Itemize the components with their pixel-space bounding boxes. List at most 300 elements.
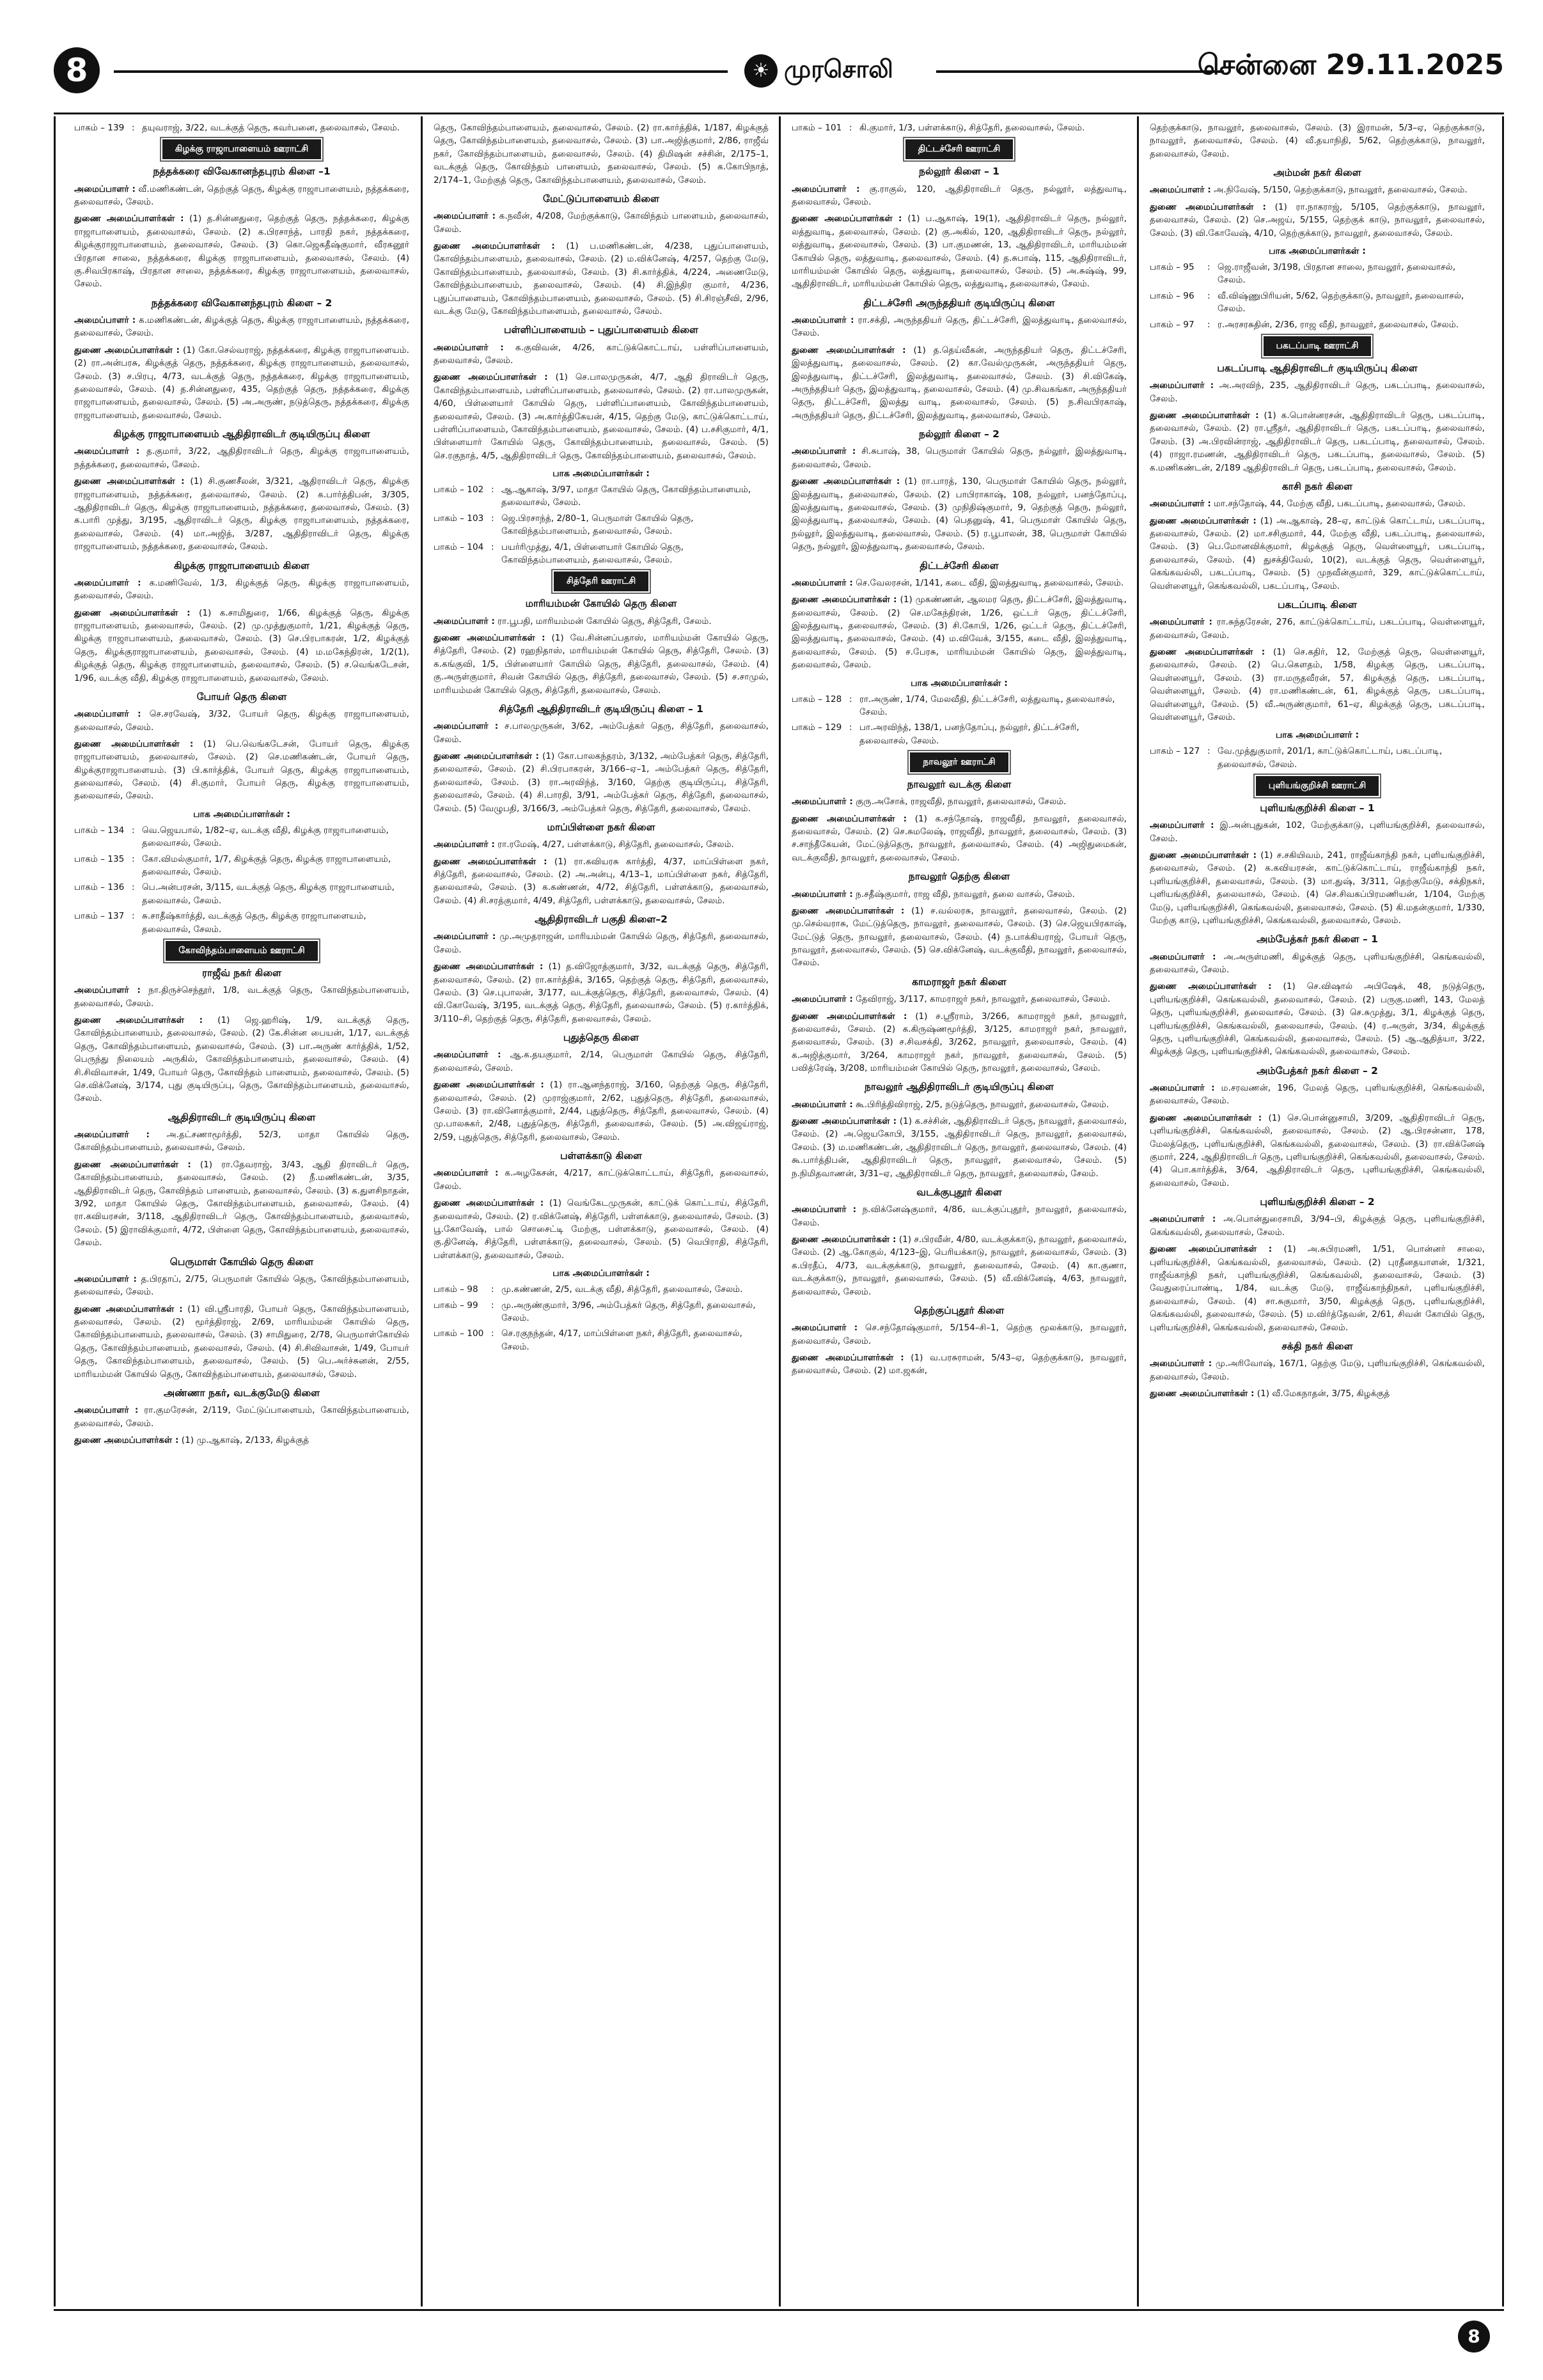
secretary-entry bbox=[434, 838, 769, 851]
secretary-label: அமைப்பாளர் : bbox=[792, 994, 853, 1005]
deputies-entry bbox=[1150, 1243, 1485, 1334]
branch-title: பகடப்பாடி ஆதிதிராவிடர் குடியிருப்பு கிளை bbox=[1217, 362, 1418, 374]
panchayat-banner bbox=[74, 139, 409, 159]
ward-entry bbox=[1150, 261, 1485, 287]
deputies-text: (1) ரா.பாரத், 130, பெருமாள் கோயில் தெரு, நல்லூர், இலத்துவாடி, தலைவாசல், சேலம். (2) பாபிராகாஷ், 108, நல்லூர், பனந்தோப்பு, இலத்துவாடி, தலைவாசல், சேலம். (3) முநிதிஷ்குமார், 9, தெற்குத் தெரு, நல்லூர், இலத்துவாடி, தலைவாசல், சேலம். (4) பெதனுஷ், 41, பெருமாள் கோயில் தெரு, நல்லூர், இலத்துவாடி, தலைவாசல், சேலம். (5) ர.பூபாலன், 38, பெருமாள் கோயில் தெரு, நல்லூர், இலத்துவாடி, தலைவாசல், சேலம். bbox=[792, 476, 1127, 552]
deputies-text: (1) வீ.மேகநாதன், 3/75, கிழக்குத் bbox=[1257, 1388, 1390, 1399]
branch-title: தெற்குப்புதூர் கிளை bbox=[914, 1305, 1005, 1317]
deputies-label: துணை அமைப்பாளர்கள் : bbox=[74, 738, 194, 749]
ward-separator: : bbox=[491, 513, 494, 524]
branch-section bbox=[792, 559, 1127, 672]
ward-organiser: பெ.அன்பரசன், 3/115, வடக்குத் தெரு, கிழக்கு ராஜாபாளையம், தலைவாசல், சேலம். bbox=[142, 882, 395, 906]
ward-organiser: சு.சாதீஷ்கார்த்தி, வடக்குத் தெரு, கிழக்கு ராஜாபாளையம், தலைவாசல், சேலம். bbox=[142, 911, 366, 935]
deputies-text: (1) செ.கதிர், 12, மேற்குத் தெரு, வெள்ளையூர், தலைவாசல், சேலம். (2) பெ.கௌதம், 1/58, கிழக்கு தெரு, பகடப்பாடி, வெள்ளையூர், சேலம். (3) ரா.மருதவீரன், 57, கிழக்குத் தெரு, பகடப்பாடி, வெள்ளையூர், சேலம். (4) ரா.மணிகண்டன், 61, கிழக்குத் தெரு, பகடப்பாடி, வெள்ளையூர், சேலம். (5) வீ.அருண்குமார், 61–ஏ, கிழக்குத் தெரு, பகடப்பாடி, வெள்ளையூர், சேலம். bbox=[1150, 646, 1485, 722]
secretary-text: த.பிரதாப், 2/75, பெருமாள் கோயில் தெரு, கோவிந்தம்பாளையம், தலைவாசல், சேலம். bbox=[74, 1273, 409, 1298]
deputies-entry bbox=[74, 1158, 409, 1250]
secretary-text: வீ.மணிகண்டன், தெற்குத் தெரு, கிழக்கு ராஜாபாளையம், நத்தக்கரை, தலைவாசல், சேலம். bbox=[74, 183, 409, 208]
deputies-text: (1) வ.பரசுராமன், 5/43–ஏ, தெற்குக்காடு, நாவலூர், தலைவாசல், சேலம். (2) மா.ஜகன், bbox=[792, 1353, 1127, 1376]
masthead bbox=[54, 42, 1504, 109]
column-rule bbox=[421, 116, 423, 2306]
branch-title: கிழக்கு ராஜாபாளையம் கிளை bbox=[173, 559, 310, 572]
ward-organisers-heading: பாக அமைப்பாளர் : bbox=[1275, 730, 1359, 741]
ward-separator: : bbox=[491, 1328, 494, 1339]
secretary-entry bbox=[1150, 616, 1485, 642]
deputies-entry bbox=[74, 475, 409, 553]
secretary-label: அமைப்பாளர் : bbox=[434, 1168, 499, 1179]
branch-title: அண்ணா நகர், வடக்குமேடு கிளை bbox=[163, 1387, 320, 1399]
deputies-text: (1) முகண்ணன், ஆலமர தெரு, திட்டச்சேரி, இலத்துவாடி, தலைவாசல், சேலம். (2) செ.மகேந்திரன், 1/26, ஒட்டர் தெரு, திட்டச்சேரி, இலத்துவாடி, தலைவாசல், சேலம். (3) சி.கோபி, 1/26, ஒட்டர் தெரு, திட்டச்சேரி, இலத்துவாடி, தலைவாசல், சேலம். (4) ம.விவேக், 3/155, கடை வீதி, இலத்துவாடி, தலைவாசல், சேலம். (5) ச.பேரசு, மாரியம்மன் கோயில் தெரு, இலத்துவாடி, தலைவாசல், சேலம். bbox=[792, 595, 1127, 671]
ward-organisers-heading: பாக அமைப்பாளர்கள் : bbox=[552, 469, 650, 479]
secretary-label: அமைப்பாளர் : bbox=[792, 577, 853, 588]
deputies-text: (1) ப.மணிகண்டன், 4/238, புதுப்பாளையம், கோவிந்தம்பாளையம், தலைவாசல், சேலம். (2) ம.விக்னேஷ், 4/257, தெற்கு மேடு, கோவிந்தம்பாளையம், தலைவாசல், சேலம். (3) சி.கார்த்திக், 4/224, அணைமேடு, கோவிந்தம்பாளையம், தலைவாசல், சேலம். (4) சி.இந்திர குமார், 4/236, புதுப்பாளையம், கோவிந்தம்பாளையம், தலைவாசல், சேலம். (5) சி.சிரஞ்சீவி, 2/96, வடக்கு மேடு, கோவிந்தம்பாளையம், தலைவாசல், சேலம். bbox=[434, 240, 769, 316]
secretary-text: ந.விக்னேஷ்குமார், 4/86, வடக்குப்புதூர், நாவலூர், தலைவாசல், சேலம். bbox=[792, 1204, 1127, 1228]
deputies-text: (1) க.பொன்னரசன், ஆதிதிராவிடர் தெரு, பகடப்பாடி, தலைவாசல், சேலம். (2) ரா.ஸ்ரீதர், ஆதிதிராவிடர் தெரு, பகடப்பாடி, தலைவாசல், சேலம். (3) அ.பிரவின்ராஜ், ஆதிதிராவிடர் தெரு, பகடப்பாடி, தலைவாசல், சேலம். (4) ராஜா.ரமணன், ஆதிதிராவிடர் தெரு, பகடப்பாடி, தலைவாசல், சேலம். (5) க.மணிகண்டன், 2/189 ஆதிதிராவிடர் தெரு, பகடப்பாடி, தலைவாசல், சேலம். bbox=[1150, 410, 1485, 473]
column-1 bbox=[74, 121, 409, 2301]
branch-title: வடக்குபுதூர் கிளை bbox=[916, 1186, 1002, 1199]
deputies-text: (1) த.விஜோத்குமார், 3/32, வடக்குத் தெரு, சித்தேரி, தலைவாசல், சேலம். (2) ரா.கார்த்திக், 3/165, தெற்குத் தெரு, சித்தேரி, தலைவாசல், சேலம். (3) செ.புபாலன், 3/177, வடக்குத்தெரு, சித்தேரி, தலைவாசல், சேலம். (4) வி.கோவேஷ், 3/195, வடக்குத் தெரு, சித்தேரி, தலைவாசல், சேலம். (5) ர.கார்த்திக், 3/110–சி, தெற்குத் தெரு, சித்தேரி, தலைவாசல், சேலம். bbox=[434, 961, 769, 1024]
deputies-label: துணை அமைப்பாளர்கள் : bbox=[1150, 201, 1266, 212]
column-3 bbox=[792, 121, 1127, 2301]
ward-separator: : bbox=[132, 911, 135, 922]
deputies-entry bbox=[792, 1115, 1127, 1180]
secretary-label: அமைப்பாளர் : bbox=[1150, 380, 1214, 391]
secretary-text: மா.சந்தோஷ், 44, மேற்கு வீதி, பகடப்பாடி, தலைவாசல், சேலம். bbox=[1214, 499, 1466, 509]
secretary-entry bbox=[74, 1273, 409, 1299]
secretary-entry bbox=[434, 615, 769, 628]
ward-entry bbox=[1150, 290, 1485, 316]
deputies-label: துணை அமைப்பாளர்கள் : bbox=[1150, 515, 1257, 526]
deputies-label: துணை அமைப்பாளர்கள் : bbox=[434, 372, 548, 383]
secretary-entry bbox=[434, 341, 769, 368]
ward-organiser: கோ.விமல்குமார், 1/7, கிழக்குத் தெரு, கிழக்கு ராஜாபாளையம், தலைவாசல், சேலம். bbox=[142, 853, 391, 878]
ward-entry bbox=[74, 824, 409, 850]
branch-title: புளியங்குறிச்சி கிளை – 1 bbox=[1260, 802, 1375, 814]
branch-section bbox=[792, 869, 1127, 970]
ward-entry bbox=[434, 1327, 769, 1353]
ward-separator: : bbox=[849, 694, 852, 704]
ward-organiser: வெ.ஜெயபால், 1/82–ஏ, வடக்கு வீதி, கிழக்கு ராஜாபாளையம், தலைவாசல், சேலம். bbox=[142, 825, 389, 849]
deputies-text: (1) பெ.வெங்கடேசன், போயர் தெரு, கிழக்கு ராஜாபாளையம், தலைவாசல், சேலம். (2) செ.மணிகண்டன், போயர் தெரு, கிழக்குராஜாபாளையம். (3) பி.கார்த்திக், போயர் தெரு, கிழக்கு ராஜாபாளையம், தலைவாசல், சேலம். (4) சி.குமார், போயர் தெரு, கிழக்கு ராஜாபாளையம், தலைவாசல், சேலம். bbox=[74, 738, 409, 802]
secretary-label: அமைப்பாளர் : bbox=[434, 1050, 501, 1061]
ward-number: பாகம் – 99 bbox=[434, 1300, 478, 1311]
deputies-text: (1) ஜெ.ஹரிஷ், 1/9, வடக்குத் தெரு, கோவிந்தம்பாளையம், தலைவாசல், சேலம். (2) கே.சின்ன பையன், 1/17, வடக்குத் தெரு, கோவிந்தம்பாளையம், தலைவாசல், சேலம். (3) பா.அருண் கார்த்திக், 1/52, பெருந்து நிலையம் அருகில், கோவிந்தம்பாளையம், தலைவாசல், சேலம். (4) சி.சிவிவாசன், 1/49, போயர் தெரு, கோவிந்தம் பாளையம், தலைவாசல், சேலம். (5) செ.விக்னேஷ், 3/174, புது குடியிருப்பு, தெரு, கோவிந்தம்பாளையம், தலைவாசல், சேலம். bbox=[74, 1015, 409, 1104]
branch-title: பெருமாள் கோயில் தெரு கிளை bbox=[169, 1256, 314, 1268]
secretary-text: அ.தட்சணாமூர்த்தி, 52/3, மாதா கோயில் தெரு, கோவிந்தம்பாளையம், தலைவாசல், சேலம். bbox=[74, 1130, 409, 1153]
deputies-text: (1) ச.பிரவீன், 4/80, வடக்குக்காடு, நாவலூர், தலைவாசல், சேலம். (2) ஆ.கோகுல், 4/123–இ, பெரியக்காடு, நாவலூர், தலைவாசல், சேலம். (3) க.பிரதீப், 4/73, வடக்குக்காடு, நாவலூர், தலைவாசல், சேலம். (4) கா.குணா, வடக்குக்காடு, நாவலூர், தலைவாசல், சேலம். (5) வீ.விக்னேஷ், 4/63, நாவலூர், தலைவாசல், சேலம். bbox=[792, 1234, 1127, 1297]
deputies-entry bbox=[1150, 980, 1485, 1058]
branch-section bbox=[434, 1149, 769, 1262]
branch-section bbox=[434, 912, 769, 1025]
branch-title: நாவலூர் ஆதிதிராவிடர் குடியிருப்பு கிளை bbox=[864, 1081, 1054, 1093]
ward-separator: : bbox=[132, 825, 135, 836]
secretary-entry bbox=[792, 314, 1127, 340]
secretary-text: அ.அருள்மணி, கிழக்குத் தெரு, புளியங்குறிச்சி, கெங்கவல்லி, தலைவாசல், சேலம். bbox=[1150, 951, 1485, 976]
deputies-text: (1) த.சின்னதுரை, தெற்குத் தெரு, நத்தக்கரை, கிழக்கு ராஜாபாளையம், தலைவாசல், சேலம். (2) க.பிரசாந்த், பாரதி நகர், நத்தக்கரை, கிழக்குராஜாபாளையம், தலைவாசல், சேலம். (3) கொ.ஜெகதீஷ்குமார், வீரகனூர் பிரதான சாலை, நத்தக்கரை, கிழக்கு ராஜாபாளையம், தலைவாசல், சேலம். (4) கு.சிவபிரகாஷ், பிரதான சாலை, நத்தக்கரை, கிழக்கு ராஜாபாளையம், தலைவாசல், சேலம். bbox=[74, 214, 409, 290]
branch-title: ஆதிதிராவிடர் பகுதி கிளை–2 bbox=[535, 914, 668, 926]
ward-organiser: வே.முத்துகுமார், 201/1, காட்டுக்கொட்டாய், பகடப்பாடி, தலைவாசல், சேலம். bbox=[1218, 746, 1443, 770]
secretary-entry bbox=[792, 993, 1127, 1006]
ward-separator: : bbox=[491, 541, 494, 552]
deputies-entry bbox=[74, 1014, 409, 1105]
deputies-label: துணை அமைப்பாளர்கள் : bbox=[434, 240, 555, 251]
deputies-entry bbox=[434, 240, 769, 318]
ward-number: பாகம் – 129 bbox=[792, 722, 842, 733]
branch-title: புளியங்குறிச்சி கிளை – 2 bbox=[1260, 1196, 1375, 1208]
secretary-entry bbox=[792, 1321, 1127, 1348]
secretary-label: அமைப்பாளர் : bbox=[74, 1130, 150, 1140]
secretary-entry bbox=[792, 795, 1127, 808]
panchayat-banner-label: பகடப்பாடி ஊராட்சி bbox=[1264, 336, 1372, 356]
panchayat-banner-label: புளியங்குறிச்சி ஊராட்சி bbox=[1256, 776, 1379, 796]
secretary-entry bbox=[74, 445, 409, 471]
secretary-entry bbox=[792, 183, 1127, 209]
ward-entry bbox=[792, 721, 1127, 747]
secretary-text: ரா.பூபதி, மாரியம்மன் கோயில் தெரு, சித்தேரி, சேலம். bbox=[497, 616, 712, 626]
branch-section bbox=[74, 1255, 409, 1381]
deputies-label: துணை அமைப்பாளர்கள் : bbox=[1150, 1112, 1262, 1123]
secretary-label: அமைப்பாளர் : bbox=[792, 1204, 857, 1215]
deputies-text: (1) க.சாமிதுரை, 1/66, கிழக்குத் தெரு, கிழக்கு ராஜாபாளையம், தலைவாசல், சேலம். (2) மு.முத்துகுமார், 1/21, கிழக்குத் தெரு, கிழக்கு ராஜாபாளையம், தலைவாசல், சேலம். (3) செ.பிரபாகரன், 1/2, கிழக்குத் தெரு, கிழக்குராஜாபாளையம், தலைவாசல், சேலம். (4) ம.மகேந்திரன், 1/2(1), கிழக்குத் தெரு, கிழக்கு ராஜாபாளையம், தலைவாசல், சேலம். (5) ச.வெங்கடேசன், 1/96, வடக்கு வீதி, கிழக்கு ராஜாபாளையம், தலைவாசல், சேலம். bbox=[74, 607, 409, 683]
branch-section bbox=[74, 690, 409, 803]
frame-top-rule bbox=[54, 113, 1504, 114]
secretary-entry bbox=[74, 984, 409, 1010]
deputies-label: துணை அமைப்பாளர்கள் : bbox=[74, 1435, 179, 1445]
ward-entry bbox=[74, 910, 409, 936]
branch-title: அம்மன் நகர் கிளை bbox=[1273, 167, 1361, 179]
secretary-label: அமைப்பாளர் : bbox=[1150, 1358, 1212, 1369]
secretary-text: க.குவிவன், 4/26, காட்டுக்கொட்டாய், பள்ளிப்பாளையம், தலைவாசல், சேலம். bbox=[434, 342, 769, 366]
panchayat-banner-label: சித்தேரி ஊராட்சி bbox=[554, 572, 648, 591]
ward-number: பாகம் – 136 bbox=[74, 882, 125, 893]
branch-title: திட்டச்சேரி அருந்ததியர் குடியிருப்பு கிளை bbox=[863, 297, 1055, 309]
column-rule bbox=[54, 116, 56, 2306]
ward-separator: : bbox=[1207, 746, 1210, 757]
deputies-label: துணை அமைப்பாளர்கள் : bbox=[434, 751, 539, 762]
deputies-text: (1) அ.சுபிரமணி, 1/51, பொன்னர் சாலை, புளியங்குறிச்சி, கெங்கவல்லி, தலைவாசல், சேலம். (2) புரதீனதயாளன், 1/321, ராஜீவ்காந்தி நகர், புளியங்குறிச்சி, கெங்கவல்லி, தலைவாசல், சேலம். (3) வேதுரைப்பாண்டி, 1/84, வடக்கு மேடு, ராஜீவ்காந்திநகர், புளியங்குறிச்சி, தலைவாசல், சேலம். (4) சா.சுகுமார், 3/50, கிழக்குத் தெரு, புளியங்குறிச்சி, கெங்கவல்லி, தலைவாசல், சேலம். (5) ம.விர்த்தேவன், 2/61, சிவன் கோயில் தெரு, புளியங்குறிச்சி, கெங்கவல்லி, தலைவாசல், சேலம். bbox=[1150, 1244, 1485, 1333]
branch-section bbox=[792, 777, 1127, 864]
deputies-entry bbox=[1150, 646, 1485, 724]
deputies-text: (1) வி.ஸ்ரீபாரதி, போயர் தெரு, கோவிந்தம்பாளையம், தலைவாசல், சேலம். (2) மூர்த்திராஜ், 2/69, மாரியம்மன் கோயில் தெரு, கோவிந்தம்பாளையம், தலைவாசல், சேலம். (3) சாமிதுரை, 2/78, பெருமாள்கோயில் தெரு, கோவிந்தம்பாளையம், தலைவாசல், சேலம். (4) சி.சிவிவாசன், 1/49, போயர் தெரு, கோவிந்தம்பாளையம், தலைவாசல், சேலம். (5) பெ.அர்ச்சுனன், 2/55, மாரியம்மன் கோயில் தெரு, கோவிந்தம்பாளையம், தலைவாசல், சேலம். bbox=[74, 1303, 409, 1380]
deputies-label: துணை அமைப்பாளர்கள் : bbox=[434, 633, 545, 644]
deputies-label: துணை அமைப்பாளர்கள் : bbox=[74, 1159, 191, 1170]
ward-organiser: ஜெ.பிரசாந்த், 2/80–1, பெருமாள் கோயில் தெரு, கோவிந்தம்பாளையம், தலைவாசல், சேலம். bbox=[501, 513, 694, 537]
secretary-label: அமைப்பாளர் : bbox=[74, 985, 141, 996]
ward-organisers-heading: பாக அமைப்பாளர்கள் : bbox=[552, 1268, 650, 1279]
branch-title: பள்ளக்காடு கிளை bbox=[560, 1150, 643, 1162]
branch-title: நாவலூர் வடக்கு கிளை bbox=[907, 779, 1012, 791]
deputies-text: (1) ரா.நாகராஜ், 5/105, தெற்குக்காடு, நாவலூர், தலைவாசல், சேலம். (2) செ.அஜய், 5/155, தெற்குக் காடு, நாவலூர், தலைவாசல், சேலம். (3) வி.கோவேஷ், 4/10, தெற்குக்காடு, நாவலூர், தலைவாசல், சேலம். bbox=[1150, 201, 1485, 238]
deputies-entry bbox=[1150, 1387, 1485, 1400]
secretary-label: அமைப்பாளர் : bbox=[434, 839, 495, 850]
ward-number: பாகம் – 96 bbox=[1150, 290, 1194, 301]
ward-number: பாகம் – 101 bbox=[792, 123, 842, 133]
deputies-label: துணை அமைப்பாளர்கள் : bbox=[1150, 646, 1265, 657]
branch-title: மாரியம்மன் கோயில் தெரு கிளை bbox=[525, 598, 677, 610]
column-2 bbox=[434, 121, 769, 2301]
secretary-text: ரா.சுந்தரேசன், 276, காட்டுக்கொட்டாய், பகடப்பாடி, வெள்ளையூர், தலைவாசல், சேலம். bbox=[1150, 617, 1485, 641]
branch-title: அம்பேத்கர் நகர் கிளை – 2 bbox=[1257, 1064, 1378, 1077]
secretary-text: ச.பாலமுருகன், 3/62, அம்பேத்கர் தெரு, சித்தேரி, தலைவாசல், சேலம். bbox=[434, 721, 769, 745]
deputies-label: துணை அமைப்பாளர்கள் : bbox=[74, 1303, 183, 1314]
ward-separator: : bbox=[491, 1284, 494, 1295]
panchayat-banner bbox=[74, 941, 409, 961]
ward-organiser: பா.அரவிந்த், 138/1, பனந்தோப்பு, நல்லூர், திட்டச்சேரி, தலைவாசல், சேலம். bbox=[859, 722, 1079, 746]
deputies-label: துணை அமைப்பாளர்கள் : bbox=[792, 813, 907, 824]
branch-title: மேட்டுப்பாளையம் கிளை bbox=[543, 192, 659, 205]
ward-organiser: வீ.விஷ்ணுபிரியன், 5/62, தெற்குக்காடு, நாவலூர், தலைவாசல், சேலம். bbox=[1218, 290, 1464, 315]
paper-name: முரசொலி bbox=[784, 55, 893, 83]
ward-entry bbox=[434, 483, 769, 509]
secretary-label: அமைப்பாளர் : bbox=[434, 342, 504, 353]
ward-number: பாகம் – 135 bbox=[74, 853, 125, 864]
ward-organiser: தயுவராஜ், 3/22, வடக்குத் தெரு, கவர்பனை, தலைவாசல், சேலம். bbox=[142, 123, 400, 133]
secretary-entry bbox=[1150, 1213, 1485, 1239]
branch-section bbox=[434, 596, 769, 697]
ward-separator: : bbox=[849, 123, 852, 133]
secretary-entry bbox=[1150, 183, 1485, 196]
panchayat-banner-label: நாவலூர் ஊராட்சி bbox=[910, 752, 1008, 772]
ward-organiser: மு.அருண்குமார், 3/96, அம்பேத்கர் தெரு, சித்தேரி, தலைவாசல், சேலம். bbox=[501, 1300, 756, 1323]
secretary-label: அமைப்பாளர் : bbox=[792, 315, 854, 326]
secretary-label: அமைப்பாளர் : bbox=[1150, 617, 1212, 628]
secretary-text: கு.ராகுல், 120, ஆதிதிராவிடர் தெரு, நல்லூர், லத்துவாடி, தலைவாசல், சேலம். bbox=[792, 183, 1127, 208]
secretary-label: அமைப்பாளர் : bbox=[434, 931, 496, 942]
deputies-text: (1) வே.சின்னப்பதாஸ், மாரியம்மன் கோயில் தெரு, சித்தேரி, சேலம். (2) ரஹநிதாஸ், மாரியம்மன் கோயில் தெரு, சித்தேரி, சேலம். (3) க.கங்குவி, 1/5, பிள்ளையார் கோயில் தெரு, சித்தேரி, தலைவாசல், சேலம். (4) கு.அருள்குமார், சிவன் கோயில் தெரு, சித்தேரி, தலைவாசல், சேலம். (5) ச.சாமுல், மாரியம்மன் கோயில் தெரு, சித்தேரி, தலைவாசல், சேலம். bbox=[434, 633, 769, 696]
panchayat-banner bbox=[434, 572, 769, 591]
deputies-entry bbox=[74, 1434, 409, 1447]
secretary-label: அமைப்பாளர் : bbox=[792, 889, 853, 899]
deputies-label: துணை அமைப்பாளர்கள் : bbox=[792, 595, 897, 605]
ward-separator: : bbox=[849, 722, 852, 733]
deputies-label: துணை அமைப்பாளர்கள் : bbox=[792, 1353, 904, 1364]
deputies-text: (1) செ.பொன்னுசாமி, 3/209, ஆதிதிராவிடர் தெரு, புளியங்குறிச்சி, கெங்கவல்லி, தலைவாசல், சேலம். (2) ஆ.பிரசன்னா, 178, மேலத்தெரு, புளியங்குறிச்சி, கெங்கவல்லி, தலைவாசல், சேலம். (3) ரா.விக்னேஷ் குமார், 224, ஆதிதிராவிடர் தெரு, புளியங்குறிச்சி, கெங்கவல்லி, தலைவாசல், சேலம். (4) பொ.கார்த்திக், 3/64, ஆதிதிராவிடர் தெரு, புளியங்குறிச்சி, கெங்கவல்லி, தலைவாசல், சேலம். bbox=[1150, 1112, 1485, 1188]
secretary-text: இ.அன்புதுகன், 102, மேற்குக்காடு, புளியங்குறிச்சி, தலைவாசல், சேலம். bbox=[1150, 820, 1485, 844]
branch-section bbox=[1150, 801, 1485, 927]
deputies-entry bbox=[74, 1303, 409, 1381]
branch-section bbox=[792, 975, 1127, 1075]
rising-sun-logo-icon: ☀ bbox=[744, 54, 778, 88]
deputies-label: துணை அமைப்பாளர்கள் : bbox=[74, 476, 185, 487]
ward-organiser: கி.குமார், 1/3, பள்ளக்காடு, சித்தேரி, தலைவாசல், சேலம். bbox=[859, 123, 1085, 133]
deputies-entry bbox=[792, 1010, 1127, 1075]
branch-section bbox=[434, 820, 769, 907]
deputies-entry bbox=[792, 593, 1127, 671]
deputies-entry bbox=[434, 1078, 769, 1144]
branch-section bbox=[1150, 166, 1485, 240]
branch-title: நத்தக்கரை விவேகானந்தபுரம் கிளை – 2 bbox=[151, 297, 333, 309]
branch-section bbox=[74, 1386, 409, 1447]
deputies-label: துணை அமைப்பாளர்கள் : bbox=[1150, 1388, 1255, 1399]
deputies-label: துணை அமைப்பாளர்கள் : bbox=[792, 1011, 907, 1022]
deputies-label: துணை அமைப்பாளர்கள் : bbox=[74, 345, 180, 355]
secretary-label: அமைப்பாளர் : bbox=[792, 1099, 853, 1110]
ward-number: பாகம் – 127 bbox=[1150, 746, 1200, 757]
secretary-entry bbox=[792, 445, 1127, 471]
branch-title: காமராஜர் நகர் கிளை bbox=[912, 976, 1006, 988]
secretary-text: கூ.பிரித்திவிராஜ், 2/5, நடுத்தெரு, நாவலூர், தலைவாசல், சேலம். bbox=[856, 1099, 1109, 1110]
secretary-label: அமைப்பாளர் : bbox=[1150, 1083, 1215, 1094]
secretary-entry bbox=[1150, 951, 1485, 977]
deputies-text: (1) ரா.தேவராஜ், 3/43, ஆதி திராவிடர் தெரு, கோவிந்தம்பாளையம், தலைவாசல், சேலம். (2) நீ.மணிகண்டன், 3/35, ஆதிதிராவிடர் தெரு, கோவிந்தம் பாளையம், தலைவாசல், சேலம். (3) க.துளசிநாதன், 3/92, மாதா கோயில் தெரு, கோவிந்தம்பாளையம், தலைவாசல், சேலம். (4) ரா.கவியரசன், 3/118, ஆதிதிராவிடர் தெரு, கோவிந்தம்பாளையம், தலைவாசல், சேலம். (5) இராவிக்குமார், 4/72, பிள்ளை தெரு, கோவிந்தம்பாளையம், தலைவாசல், சேலம். bbox=[74, 1159, 409, 1248]
deputies-label: துணை அமைப்பாளர்கள் : bbox=[792, 476, 900, 487]
branch-title: நாவலூர் தெற்கு கிளை bbox=[908, 871, 1010, 883]
branch-section bbox=[1150, 1339, 1485, 1400]
page-number-badge: 8 bbox=[54, 47, 100, 93]
ward-number: பாகம் – 134 bbox=[74, 825, 125, 836]
panchayat-banner bbox=[792, 139, 1127, 159]
ward-number: பாகம் – 97 bbox=[1150, 319, 1194, 330]
panchayat-banner-label: கிழக்கு ராஜாபாளையம் ஊராட்சி bbox=[162, 139, 322, 159]
ward-number: பாகம் – 128 bbox=[792, 694, 842, 704]
branch-title: அம்பேத்கர் நகர் கிளை – 1 bbox=[1257, 933, 1378, 945]
secretary-label: அமைப்பாளர் : bbox=[1150, 499, 1211, 509]
secretary-text: செ.சரவேஷ், 3/32, போயர் தெரு, கிழக்கு ராஜாபாளையம், தலைவாசல், சேலம். bbox=[74, 709, 409, 733]
branch-title: நல்லூர் கிளை – 2 bbox=[919, 428, 999, 440]
branch-section bbox=[1150, 1195, 1485, 1334]
branch-section bbox=[74, 296, 409, 422]
secretary-text: அ.நிவேஷ், 5/150, தெற்குக்காடு, நாவலூர், தலைவாசல், சேலம். bbox=[1214, 185, 1468, 196]
panchayat-banner-label: திட்டச்சேரி ஊராட்சி bbox=[905, 139, 1013, 159]
branch-section bbox=[74, 164, 409, 290]
deputies-label: துணை அமைப்பாளர்கள் : bbox=[74, 607, 191, 618]
ward-separator: : bbox=[132, 882, 135, 893]
branch-title: புதுத்தெரு கிளை bbox=[563, 1032, 639, 1044]
deputies-entry bbox=[434, 750, 769, 815]
deputies-label: துணை அமைப்பாளர்கள் : bbox=[1150, 850, 1257, 861]
secretary-label: அமைப்பாளர் : bbox=[434, 616, 495, 626]
secretary-entry bbox=[434, 1167, 769, 1193]
secretary-text: க.நவீன், 4/208, மேற்குக்காடு, கோவிந்தம் பாளையம், தலைவாசல், சேலம். bbox=[434, 211, 769, 235]
ward-organiser: ர.அரசரசுதின், 2/36, ராஜ வீதி, நாவலூர், தலைவாசல், சேலம். bbox=[1218, 319, 1459, 330]
edition-date: சென்னை 29.11.2025 bbox=[1197, 49, 1504, 81]
secretary-text: தேவிராஜ், 3/117, காமராஜர் நகர், நாவலூர், தலைவாசல், சேலம். bbox=[856, 994, 1111, 1005]
panchayat-banner bbox=[1150, 336, 1485, 356]
branch-title: நல்லூர் கிளை – 1 bbox=[919, 166, 999, 178]
secretary-text: ரா.குமரேசன், 2/119, மேட்டுப்பாளையம், கோவிந்தம்பாளையம், தலைவாசல், சேலம். bbox=[74, 1405, 409, 1429]
deputies-text: (1) செ.விஷால் அபிஷேக், 48, நடுத்தெரு, புளியங்குறிச்சி, கெங்கவல்லி, தலைவாசல், சேலம். (2) பருகு.மணி, 143, மேலத் தெரு, புளியங்குறிச்சி, தலைவாசல், சேலம். (3) செ.சுமுத்து, 3/1, கிழக்குத் தெரு, புளியங்குறிச்சி, கெங்கவல்லி, தலைவாசல், சேலம். (4) ர.அருள், 3/34, கிழக்குத் தெரு, புளியங்குறிச்சி, கெங்கவல்லி, தலைவாசல், சேலம். (5) ஆ.ஆதித்யா, 3/22, கிழக்குத் தெரு, புளியங்குறிச்சி, கெங்கவல்லி, தலைவாசல், சேலம். bbox=[1150, 981, 1485, 1057]
branch-section bbox=[74, 966, 409, 1105]
secretary-entry bbox=[792, 577, 1127, 589]
deputies-entry bbox=[74, 212, 409, 290]
continued-paragraph: தெரு, கோவிந்தம்பாளையம், தலைவாசல், சேலம். (2) ரா.கார்த்திக், 1/187, கிழக்குத் தெரு, கோவிந்தம்பாளையம், தலைவாசல், சேலம். (3) பா.அஜித்குமார், 2/86, ராஜீவ் நகர், கோவிந்தம்பாளையம், தலைவாசல், சேலம். (4) திமிஷன் சச்சின், 2/175–1, வடக்குத் தெரு, கோவிந்தம் பாளையம், தலைவாசல், சேலம். (5) க.கோபிநாத், 2/174–1, மேற்குத் தெரு, கோவிந்தம்பாளையம், தலைவாசல், சேலம். bbox=[434, 123, 769, 185]
ward-organiser: ஆ.ஆகாஷ், 3/97, மாதா கோயில் தெரு, கோவிந்தம்பாளையம், தலைவாசல், சேலம். bbox=[501, 485, 751, 508]
ward-organiser: ரா.அருண், 1/74, மேலவீதி, திட்டச்சேரி, லத்துவாடி, தலைவாசல், சேலம். bbox=[859, 694, 1115, 717]
deputies-entry bbox=[1150, 515, 1485, 593]
secretary-text: ரா.சக்தி, அருந்ததியர் தெரு, திட்டச்சேரி, இலத்துவாடி, தலைவாசல், சேலம். bbox=[792, 315, 1127, 339]
deputies-label: துணை அமைப்பாளர்கள் : bbox=[792, 905, 905, 916]
branch-title: ராஜீவ் நகர் கிளை bbox=[202, 967, 281, 979]
branch-section bbox=[1150, 932, 1485, 1058]
secretary-text: செ.சந்தோஷ்குமார், 5/154–சி–1, தெற்கு மூலக்காடு, நாவலூர், தலைவாசல், சேலம். bbox=[792, 1323, 1127, 1346]
deputies-text: (1) வெங்கேடமுருகன், காட்டுக் கொட்டாய், சித்தேரி, தலைவாசல், சேலம். (2) ர.விக்னேஷ், சித்தேரி, பள்ளக்காடு, தலைவாசல், சேலம். (3) பூ.கோவேஷ், பால் சொசைட்டி மேற்கு, பள்ளக்காடு, தலைவாசல், சேலம். (4) கு.தினேஷ், சித்தேரி, பள்ளக்காடு, தலைவாசல், சேலம். (5) வெபிராதி, சித்தேரி, பள்ளக்காடு, தலைவாசல், சேலம். bbox=[434, 1198, 769, 1261]
secretary-text: க.அழகேசன், 4/217, காட்டுக்கொட்டாய், சித்தேரி, தலைவாசல், சேலம். bbox=[434, 1168, 769, 1192]
deputies-label: துணை அமைப்பாளர்கள் : bbox=[74, 1015, 203, 1026]
deputies-entry bbox=[1150, 201, 1485, 240]
ward-organiser: ஜெ.ராஜீவன், 3/198, பிரதான சாலை, நாவலூர், தலைவாசல், சேலம். bbox=[1218, 261, 1456, 286]
secretary-text: நா.திருச்செந்தூர், 1/8, வடக்குத் தெரு, கோவிந்தம்பாளையம், தலைவாசல், சேலம். bbox=[74, 985, 409, 1009]
secretary-entry bbox=[74, 577, 409, 603]
deputies-entry bbox=[434, 632, 769, 697]
deputies-entry bbox=[74, 738, 409, 803]
ward-entry bbox=[74, 881, 409, 907]
branch-title: ஆதிதிராவிடர் குடியிருப்பு கிளை bbox=[168, 1111, 316, 1123]
deputies-entry bbox=[434, 1197, 769, 1262]
branch-section bbox=[1150, 479, 1485, 593]
branch-section bbox=[792, 164, 1127, 290]
branch-title: திட்டச்சேரி கிளை bbox=[920, 559, 999, 572]
secretary-entry bbox=[434, 720, 769, 746]
ward-number: பாகம் – 98 bbox=[434, 1284, 478, 1295]
deputies-text: (1) மு.ஆகாஷ், 2/133, கிழக்குத் bbox=[181, 1435, 309, 1445]
ward-separator: : bbox=[132, 853, 135, 864]
secretary-entry bbox=[74, 1404, 409, 1430]
secretary-entry bbox=[74, 314, 409, 340]
ward-entry bbox=[74, 853, 409, 879]
branch-section bbox=[434, 323, 769, 462]
secretary-label: அமைப்பாளர் : bbox=[74, 446, 140, 457]
secretary-label: அமைப்பாளர் : bbox=[434, 211, 496, 222]
ward-organiser: செ.ரகுநந்தன், 4/17, மாப்பிள்ளை நகர், சித்தேரி, தலைவாசல், சேலம். bbox=[501, 1328, 742, 1352]
ward-number: பாகம் – 102 bbox=[434, 485, 484, 495]
secretary-text: க.மணிகண்டன், கிழக்குத் தெரு, கிழக்கு ராஜாபாளையம், நத்தக்கரை, தலைவாசல், சேலம். bbox=[74, 315, 409, 339]
ward-separator: : bbox=[1207, 290, 1210, 301]
ward-number: பாகம் – 104 bbox=[434, 541, 484, 552]
deputies-label: துணை அமைப்பாளர்கள் : bbox=[434, 1198, 544, 1209]
secretary-entry bbox=[1150, 819, 1485, 845]
deputies-label: துணை அமைப்பாளர்கள் : bbox=[792, 1234, 897, 1245]
deputies-text: (1) ச.சகியிவம், 241, ராஜீவ்காந்தி நகர், புளியங்குறிச்சி, தலைவாசல், சேலம். (2) க.கவியரசன், காட்டுக்கொட்டாய், ராஜீவ்காந்தி நகர், புளியங்குறிச்சி, தலைவாசல், சேலம். (3) மா.துஷ், 3/311, தெற்குமேடு, சக்திநகர், புளியங்குறிச்சி, தலைவாசல், சேலம். (4) செ.சிவகப்பிரமணியன், 1/104, மேற்கு மேடு, புளியங்குறிச்சி, கெங்கவல்லி, தலைவாசல், சேலம். (5) கி.மதன்குமார், 1/330, மேற்கு காடு, புளியங்குறிச்சி, கெங்கவல்லி, தலைவாசல், சேலம். bbox=[1150, 850, 1485, 926]
secretary-entry bbox=[1150, 1082, 1485, 1108]
secretary-text: ந.சதீஷ்குமார், ராஜ வீதி, நாவலூர், தலை வாசல், சேலம். bbox=[856, 889, 1075, 899]
secretary-label: அமைப்பாளர் : bbox=[792, 1323, 858, 1334]
column-4 bbox=[1150, 121, 1485, 2301]
branch-section bbox=[792, 1080, 1127, 1180]
ward-entry bbox=[434, 1299, 769, 1325]
deputies-text: (1) ச.ஸ்ரீராம், 3/266, காமராஜர் நகர், நாவலூர், தலைவாசல், சேலம். (2) க.கிருஷ்ணமூர்த்தி, 3/125, காமராஜர் நகர், நாவலூர், தலைவாசல், சேலம். (3) ச.சிவசக்தி, 3/262, நாவலூர், தலைவாசல், சேலம். (4) க.அஜித்குமார், 3/264, காமராஜர் நகர், நாவலூர், தலைவாசல், சேலம். (5) பவித்ரேஷ், 3/208, மாரியம்மன் கோயில் தெரு, நாவலூர், தலைவாசல், சேலம். bbox=[792, 1011, 1127, 1074]
secretary-entry bbox=[1150, 379, 1485, 405]
secretary-label: அமைப்பாளர் : bbox=[792, 183, 860, 194]
ward-separator: : bbox=[1207, 261, 1210, 272]
deputies-label: துணை அமைப்பாளர்கள் : bbox=[434, 961, 544, 972]
secretary-label: அமைப்பாளர் : bbox=[74, 577, 141, 588]
ward-entry bbox=[434, 512, 769, 538]
deputies-entry bbox=[1150, 409, 1485, 474]
branch-title: சித்தேரி ஆதிதிராவிடர் குடியிருப்பு கிளை – 1 bbox=[499, 703, 703, 715]
branch-title: பள்ளிப்பாளையம் – புதுப்பாளையம் கிளை bbox=[503, 324, 699, 336]
frame-bottom-rule bbox=[54, 2309, 1504, 2311]
secretary-entry bbox=[434, 930, 769, 956]
continued-paragraph: தெற்குக்காடு, நாவலூர், தலைவாசல், சேலம். (3) இராமன், 5/3–ஏ, தெற்குக்காடு, நாவலூர், தலைவாசல், சேலம். (4) வீ.தயாநிதி, 5/62, தெற்குக்காடு, நாவலூர், தலைவாசல், சேலம். bbox=[1150, 123, 1485, 159]
branch-title: காசி நகர் கிளை bbox=[1281, 480, 1353, 492]
secretary-entry bbox=[1150, 497, 1485, 510]
secretary-entry bbox=[434, 210, 769, 236]
deputies-text: (1) ப.ஆகாஷ், 19(1), ஆதிதிராவிடர் தெரு, நல்லூர், லத்துவாடி, தலைவாசல், சேலம். (2) கு.அகில், 120, ஆதிதிராவிடர் தெரு, நல்லூர், லத்துவாடி, தலைவாசல், சேலம். (3) பா.குமணன், 13, ஆதிதிராவிடர், மாரியம்மன் கோயில் தெரு, லத்துவாடி, தலைவாசல், சேலம். (4) த.சுபாஷ், 115, ஆதிதிராவிடர், மாரியம்மன் கோயில் தெரு, லத்துவாடி, தலைவாசல், சேலம். (5) அ.சுஷ்ஷ், 99, ஆதிதிராவிடர், மாரியம்மன் கோயில் தெரு, லத்துவாடி, தலைவாசல், சேலம். bbox=[792, 214, 1127, 290]
panchayat-banner bbox=[1150, 776, 1485, 796]
ward-organisers-heading: பாக அமைப்பாளர்கள் : bbox=[911, 678, 1008, 688]
secretary-entry bbox=[1150, 1357, 1485, 1383]
branch-title: போயர் தெரு கிளை bbox=[196, 690, 287, 703]
ward-separator: : bbox=[491, 485, 494, 495]
deputies-entry bbox=[74, 344, 409, 422]
deputies-text: (1) க.சச்சின், ஆதிதிராவிடர் தெரு, நாவலூர், தலைவாசல், சேலம். (2) அ.ஜெயகோபி, 3/155, ஆதிதிராவிடர் தெரு, நாவலூர், தலைவாசல், சேலம். (3) ம.மணிகண்டன், ஆதிதிராவிடர் தெரு, நாவலூர், தலைவாசல், சேலம். (4) கூ.பார்த்திபன், ஆதிதிராவிடர் தெரு, நாவலூர், தலைவாசல், சேலம். (5) ந.நிமிதவாணன், 3/31–ஏ, ஆதிதிராவிடர் தெரு, நாவலூர், தலைவாசல், சேலம். bbox=[792, 1116, 1127, 1179]
branch-section bbox=[792, 427, 1127, 553]
secretary-label: அமைப்பாளர் : bbox=[1150, 1214, 1216, 1225]
deputies-text: (1) த.தெய்வீகன், அருந்ததியர் தெரு, திட்டச்சேரி, இலத்துவாடி, தலைவாசல், சேலம். (2) கா.வேல்முருகன், அருந்ததியர் தெரு, இலத்துவாடி, திட்டச்சேரி, இலத்துவாடி, தலைவாசல், சேலம். (3) சி.விகேஷ், அருந்ததியர் தெரு, இலத்துவாடி, தலைவாசல், சேலம். (4) மு.சிவகங்கா, அருந்ததியர் தெரு, திட்டச்சேரி, இலத்து வாடி, தலைவாசல், சேலம். (5) ந.சிவபிரகாஷ், அருந்ததியர் தெரு, திட்டச்சேரி, இலத்துவாடி, தலைவாசல், சேலம். bbox=[792, 345, 1127, 421]
secretary-entry bbox=[792, 1098, 1127, 1111]
secretary-label: அமைப்பாளர் : bbox=[74, 1273, 137, 1284]
ward-organisers-heading: பாக அமைப்பாளர்கள் : bbox=[1269, 245, 1366, 256]
deputies-label: துணை அமைப்பாளர்கள் : bbox=[434, 1080, 544, 1091]
